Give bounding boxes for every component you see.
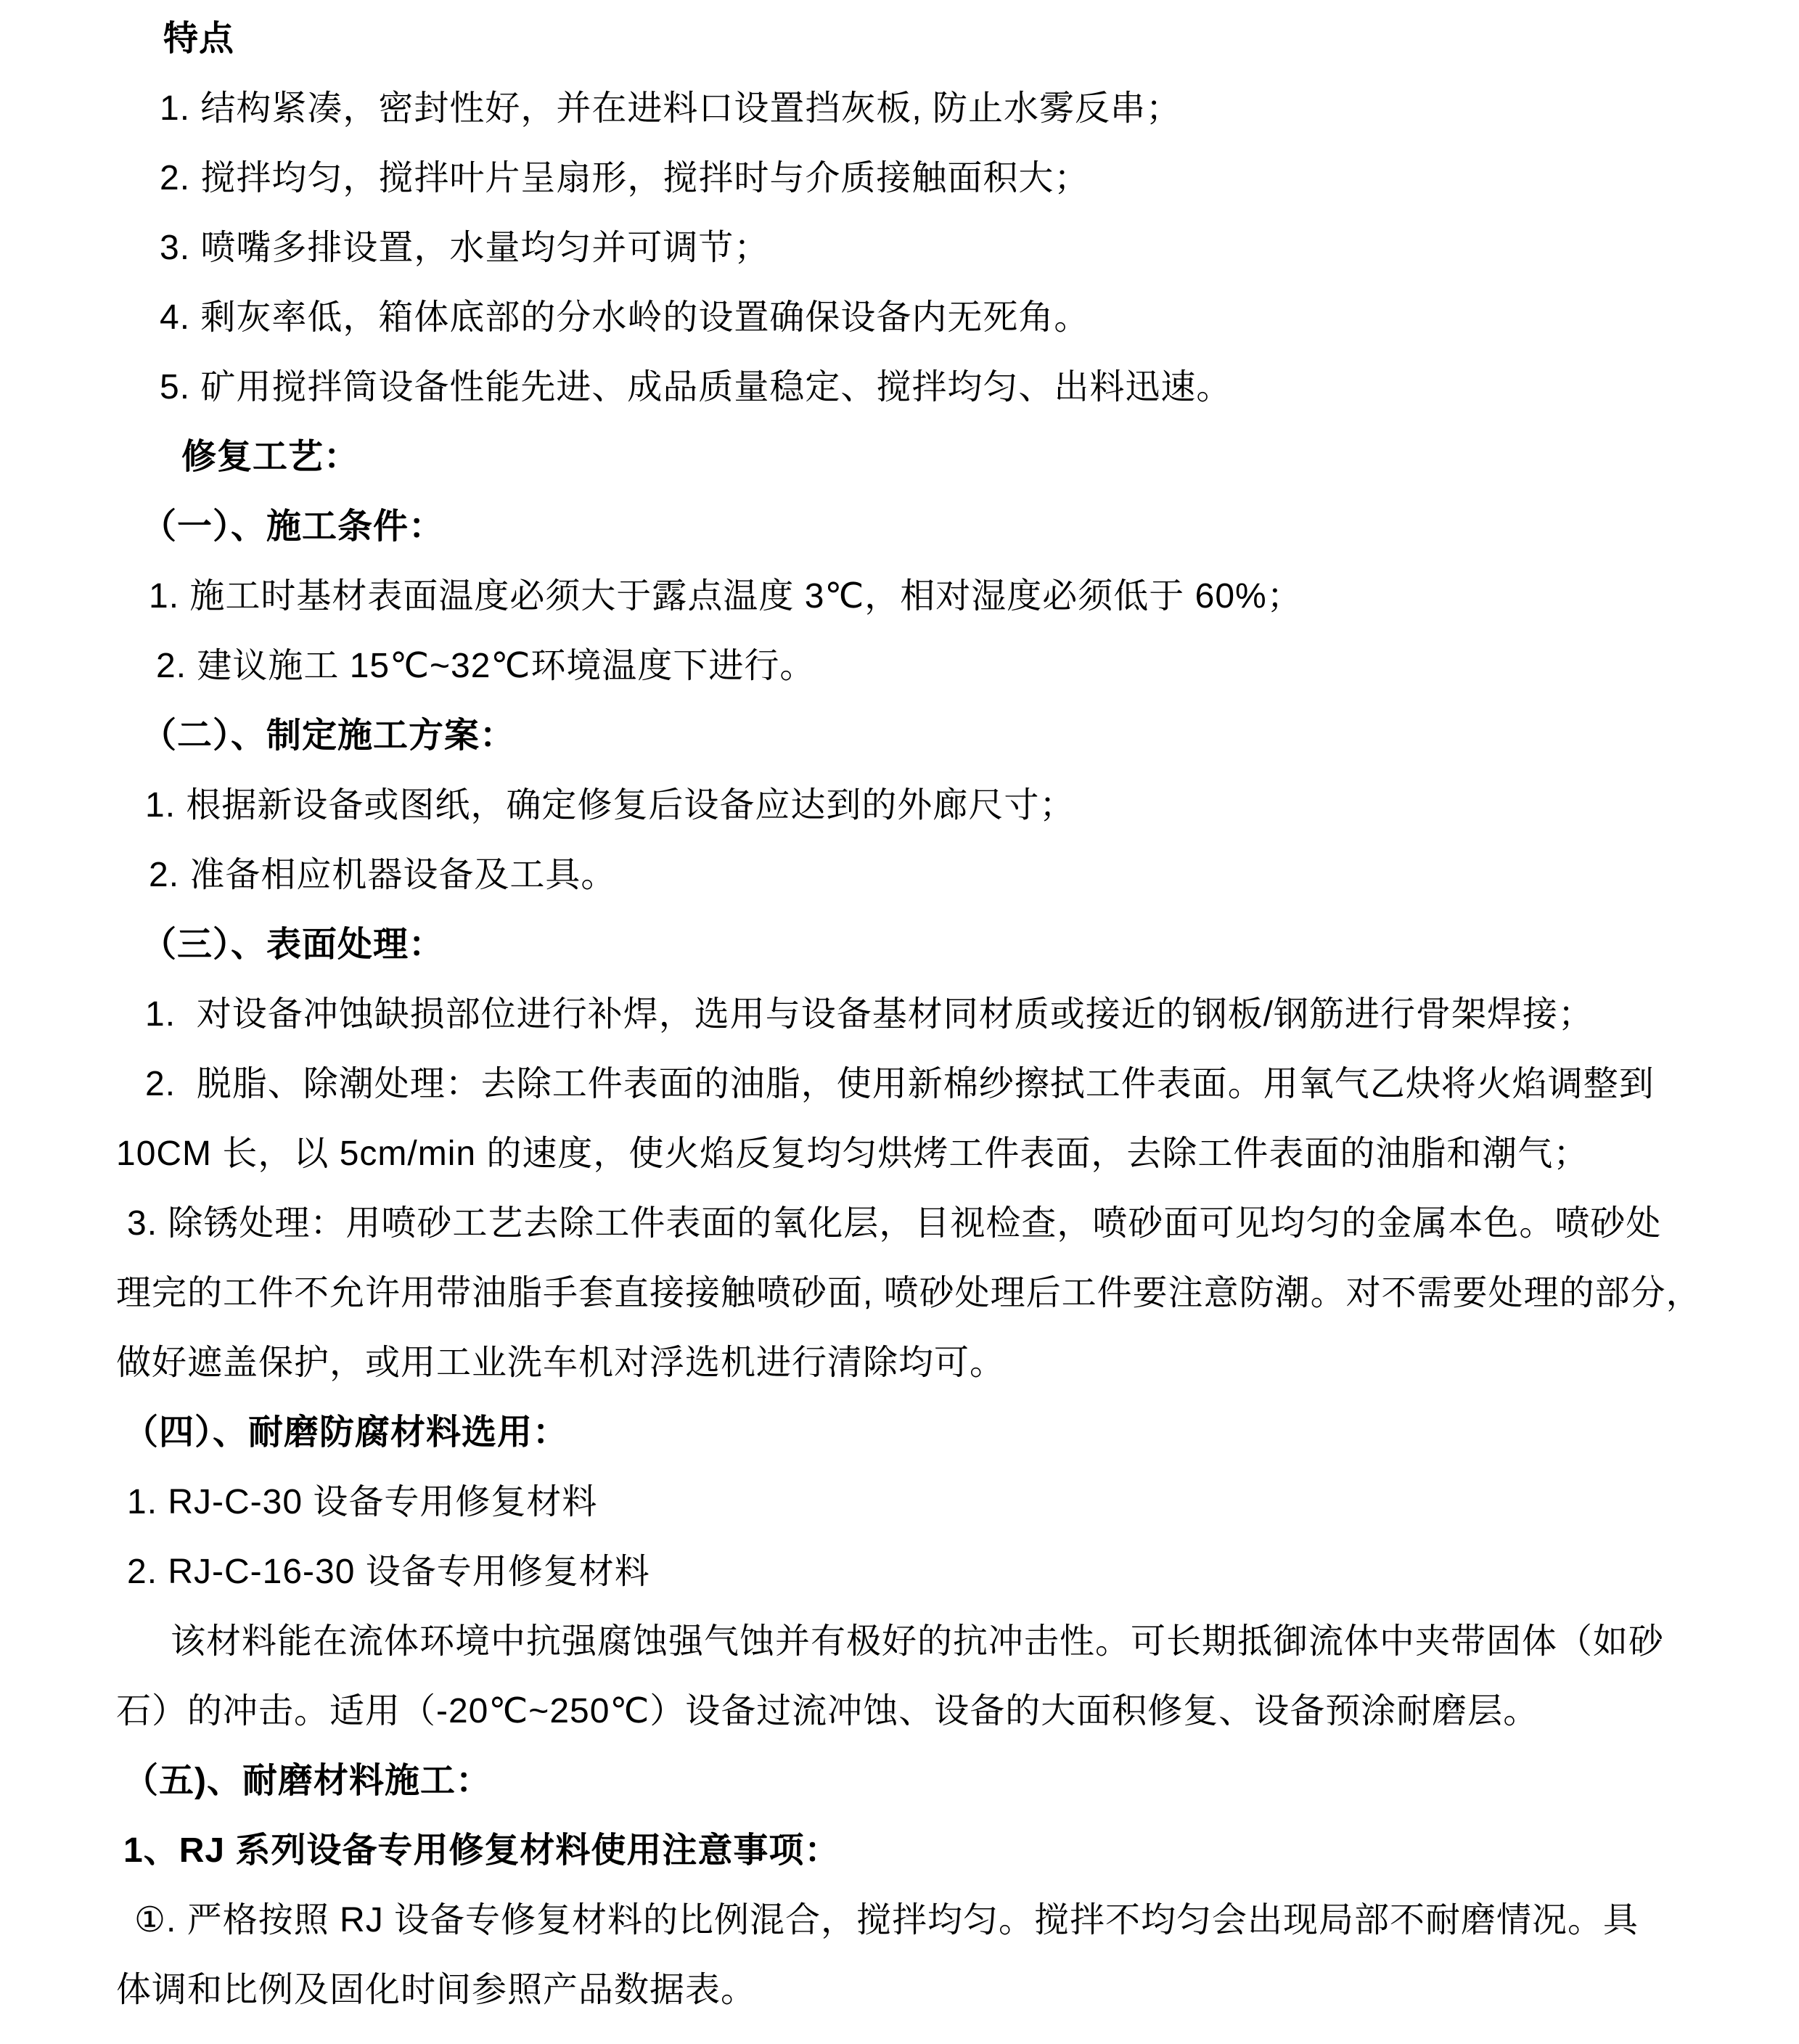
construction-plan-1: 1. 根据新设备或图纸，确定修复后设备应达到的外廊尺寸； xyxy=(145,786,1075,825)
material-description-2: 石）的冲击。适用（-20℃~250℃）设备过流冲蚀、设备的大面积修复、设备预涂耐磨层。 xyxy=(116,1692,1539,1730)
feature-item-5: 5. 矿用搅拌筒设备性能先进、成品质量稳定、搅拌均匀、出料迅速。 xyxy=(160,368,1232,406)
rj-usage-note-1-continued: 体调和比例及固化时间参照产品数据表。 xyxy=(116,1971,757,2009)
surface-treatment-3-continued-2: 做好遮盖保护，或用工业洗车机对浮选机进行清除均可。 xyxy=(116,1344,1006,1382)
feature-item-1: 1. 结构紧凑，密封性好，并在进料口设置挡灰板, 防止水雾反串； xyxy=(160,89,1182,128)
feature-item-3: 3. 喷嘴多排设置，水量均匀并可调节； xyxy=(160,229,770,267)
surface-treatment-3-continued-1: 理完的工件不允许用带油脂手套直接接触喷砂面, 喷砂处理后工件要注意防潮。对不需要处理的部分， xyxy=(116,1274,1702,1312)
surface-treatment-3: 3. 除锈处理：用喷砂工艺去除工件表面的氧化层，目视检查，喷砂面可见均匀的金属本色。喷砂处 xyxy=(127,1204,1662,1243)
feature-item-4: 4. 剩灰率低，箱体底部的分水岭的设置确保设备内无死角。 xyxy=(160,298,1090,337)
surface-treatment-2: 2. 脱脂、除潮处理：去除工件表面的油脂，使用新棉纱擦拭工件表面。用氧气乙炔将火焰调整到 xyxy=(145,1065,1655,1103)
feature-item-2: 2. 搅拌均匀，搅拌叶片呈扇形，搅拌时与介质接触面积大； xyxy=(160,159,1090,197)
heading-construction-plan: （二）、制定施工方案： xyxy=(142,716,516,755)
surface-treatment-1: 1. 对设备冲蚀缺损部位进行补焊，选用与设备基材同材质或接近的钢板/钢筋进行骨架焊接； xyxy=(145,995,1594,1034)
material-description-1: 该材料能在流体环境中抗强腐蚀强气蚀并有极好的抗冲击性。可长期抵御流体中夹带固体（如砂 xyxy=(171,1622,1665,1661)
material-selection-2: 2. RJ-C-16-30 设备专用修复材料 xyxy=(127,1553,650,1591)
heading-construction-conditions: （一）、施工条件： xyxy=(142,507,445,546)
heading-repair-process: 修复工艺： xyxy=(181,438,360,476)
heading-material-selection: （四）、耐磨防腐材料选用： xyxy=(123,1413,569,1452)
heading-material-construction: （五)、耐磨材料施工： xyxy=(123,1762,491,1800)
heading-surface-treatment: （三）、表面处理： xyxy=(142,925,445,964)
heading-features: 特点 xyxy=(163,20,235,58)
rj-usage-note-1: ①. 严格按照 RJ 设备专修复材料的比例混合，搅拌均匀。搅拌不均匀会出现局部不耐磨情况。具 xyxy=(134,1901,1639,1939)
construction-plan-2: 2. 准备相应机器设备及工具。 xyxy=(149,856,617,894)
construction-condition-2: 2. 建议施工 15℃~32℃环境温度下进行。 xyxy=(156,647,816,685)
material-selection-1: 1. RJ-C-30 设备专用修复材料 xyxy=(127,1483,598,1521)
construction-condition-1: 1. 施工时基材表面温度必须大于露点温度 3℃，相对湿度必须低于 60%； xyxy=(149,577,1303,616)
surface-treatment-2-continued: 10CM 长，以 5cm/min 的速度，使火焰反复均匀烘烤工件表面，去除工件表面的油脂和潮气； xyxy=(116,1135,1589,1173)
heading-rj-usage-notes: 1、RJ 系列设备专用修复材料使用注意事项： xyxy=(123,1831,840,1870)
